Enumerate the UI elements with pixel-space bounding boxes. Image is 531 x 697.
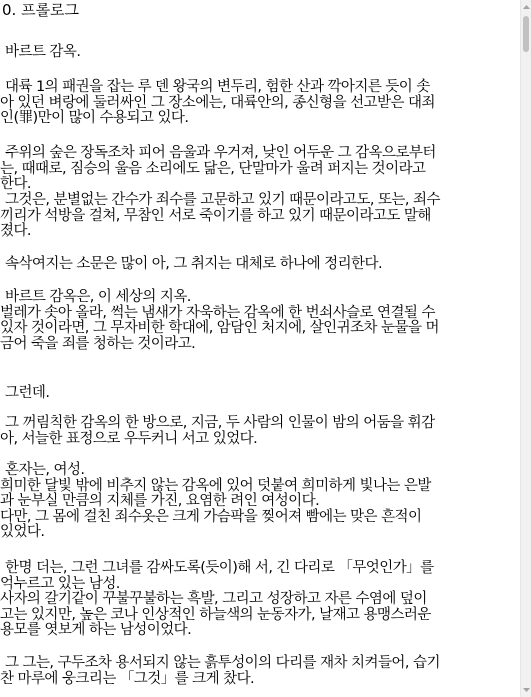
paragraph (0, 80, 520, 127)
paragraph-line: 사자의 갈기같이 꾸불꾸불하는 흑발, 그리고 성장하고 자른 수염에 덮이 (0, 591, 427, 607)
scroll-down-arrow-icon[interactable] (521, 683, 531, 697)
paragraph-line: 고는 있지만, 높은 코나 인상적인 하늘색의 눈동자가, 날재고 용맹스러운 (0, 606, 431, 623)
paragraph (0, 290, 520, 352)
paragraph-line: 인(罪)만이 많이 수용되고 있다. (0, 110, 189, 126)
paragraph-line: 주위의 숲은 장독조차 피어 음울과 우거져, 낮인 어두운 그 감옥으로부터 (5, 145, 436, 161)
paragraph (0, 45, 520, 61)
paragraph-line: 과 눈부실 만큼의 지체를 가진, 요염한 려인 여성이다. (0, 493, 320, 509)
paragraph-line: 는, 때때로, 짐승의 울음 소리에도 닮은, 단말마가 울려 퍼지는 것이라고 (0, 160, 426, 177)
scrollbar-thumb[interactable] (523, 16, 529, 52)
paragraph-line: 한명 더는, 그런 그녀를 감싸도록(듯이)해 서, 긴 다리로 「무엇인가」를 (5, 560, 434, 576)
paragraph-line: 대륙 1의 패권을 잡는 루 덴 왕국의 변두리, 험한 산과 깍아지른 듯이 솟 (5, 79, 430, 95)
paragraph (0, 561, 520, 639)
paragraph-line: 아, 서늘한 표정으로 우두커니 서고 있었다. (0, 430, 258, 447)
paragraph-line: 그 그는, 구두조차 용서되지 않는 흙투성이의 다리를 재차 치켜들어, 습기 (5, 655, 440, 671)
paragraph-line: 있었다. (0, 524, 45, 540)
vertical-scrollbar[interactable] (520, 0, 531, 697)
paragraph-line: 그 꺼림칙한 감옥의 한 방으로, 지금, 두 사람의 인물이 밤의 어둠을 휘감 (5, 415, 435, 431)
paragraph-line: 끼리가 석방을 걸쳐, 무참인 서로 죽이기를 하고 있기 때문이라고도 말해 (0, 207, 431, 224)
paragraph-line: 한다. (0, 176, 31, 192)
paragraph-line: 졌다. (0, 223, 31, 239)
paragraph (0, 656, 520, 687)
paragraph-line: 바르트 감옥은, 이 세상의 지옥. (5, 289, 191, 305)
paragraph-line: 바르트 감옥. (5, 44, 81, 60)
paragraph (0, 416, 520, 447)
paragraph-line: 혼자는, 여성. (5, 462, 85, 478)
paragraph-line: 희미한 달빛 밖에 비추지 않는 감옥에 있어 덧붙여 희미하게 빛나는 은발 (0, 477, 431, 494)
paragraph (0, 146, 520, 193)
paragraph (0, 386, 520, 402)
paragraph-line: 다만, 그 몸에 걸친 죄수옷은 크게 가슴팍을 찢어져 빰에는 맞은 흔적이 (0, 508, 422, 525)
paragraph-line: 아 있던 벼랑에 둘러싸인 그 장소에는, 대륙안의, 종신형을 선고받은 대죄 (0, 94, 435, 111)
document-title: 0. 프롤로그 (2, 1, 80, 19)
paragraph-line: 속삭여지는 소문은 많이 아, 그 취지는 대체로 하나에 정리한다. (5, 256, 383, 272)
paragraph-line: 그것은, 분별없는 간수가 죄수를 고문하고 있기 때문이라고도, 또는, 죄수 (5, 192, 440, 208)
paragraph-line: 벌레가 솟아 올라, 썩는 냄새가 자욱하는 감옥에 한 번쇠사슬로 연결될 수 (0, 304, 435, 321)
paragraph-line: 찬 마루에 웅크리는 「그것」를 크게 찼다. (0, 670, 255, 687)
paragraph-line: 억누르고 있는 남성. (0, 575, 120, 592)
paragraph (0, 257, 520, 273)
paragraph-line: 그런데. (5, 385, 50, 401)
paragraph (0, 463, 520, 541)
paragraph-line: 금어 죽을 죄를 청하는 것이라고. (0, 335, 196, 352)
paragraph (0, 193, 520, 240)
paragraph-line: 용모를 엿보게 하는 남성이었다. (0, 622, 192, 638)
scroll-up-arrow-icon[interactable] (521, 0, 531, 14)
paragraph-line: 있자 것이라면, 그 무자비한 학대에, 암담인 처지에, 살인귀조차 눈물을 머 (0, 320, 439, 336)
